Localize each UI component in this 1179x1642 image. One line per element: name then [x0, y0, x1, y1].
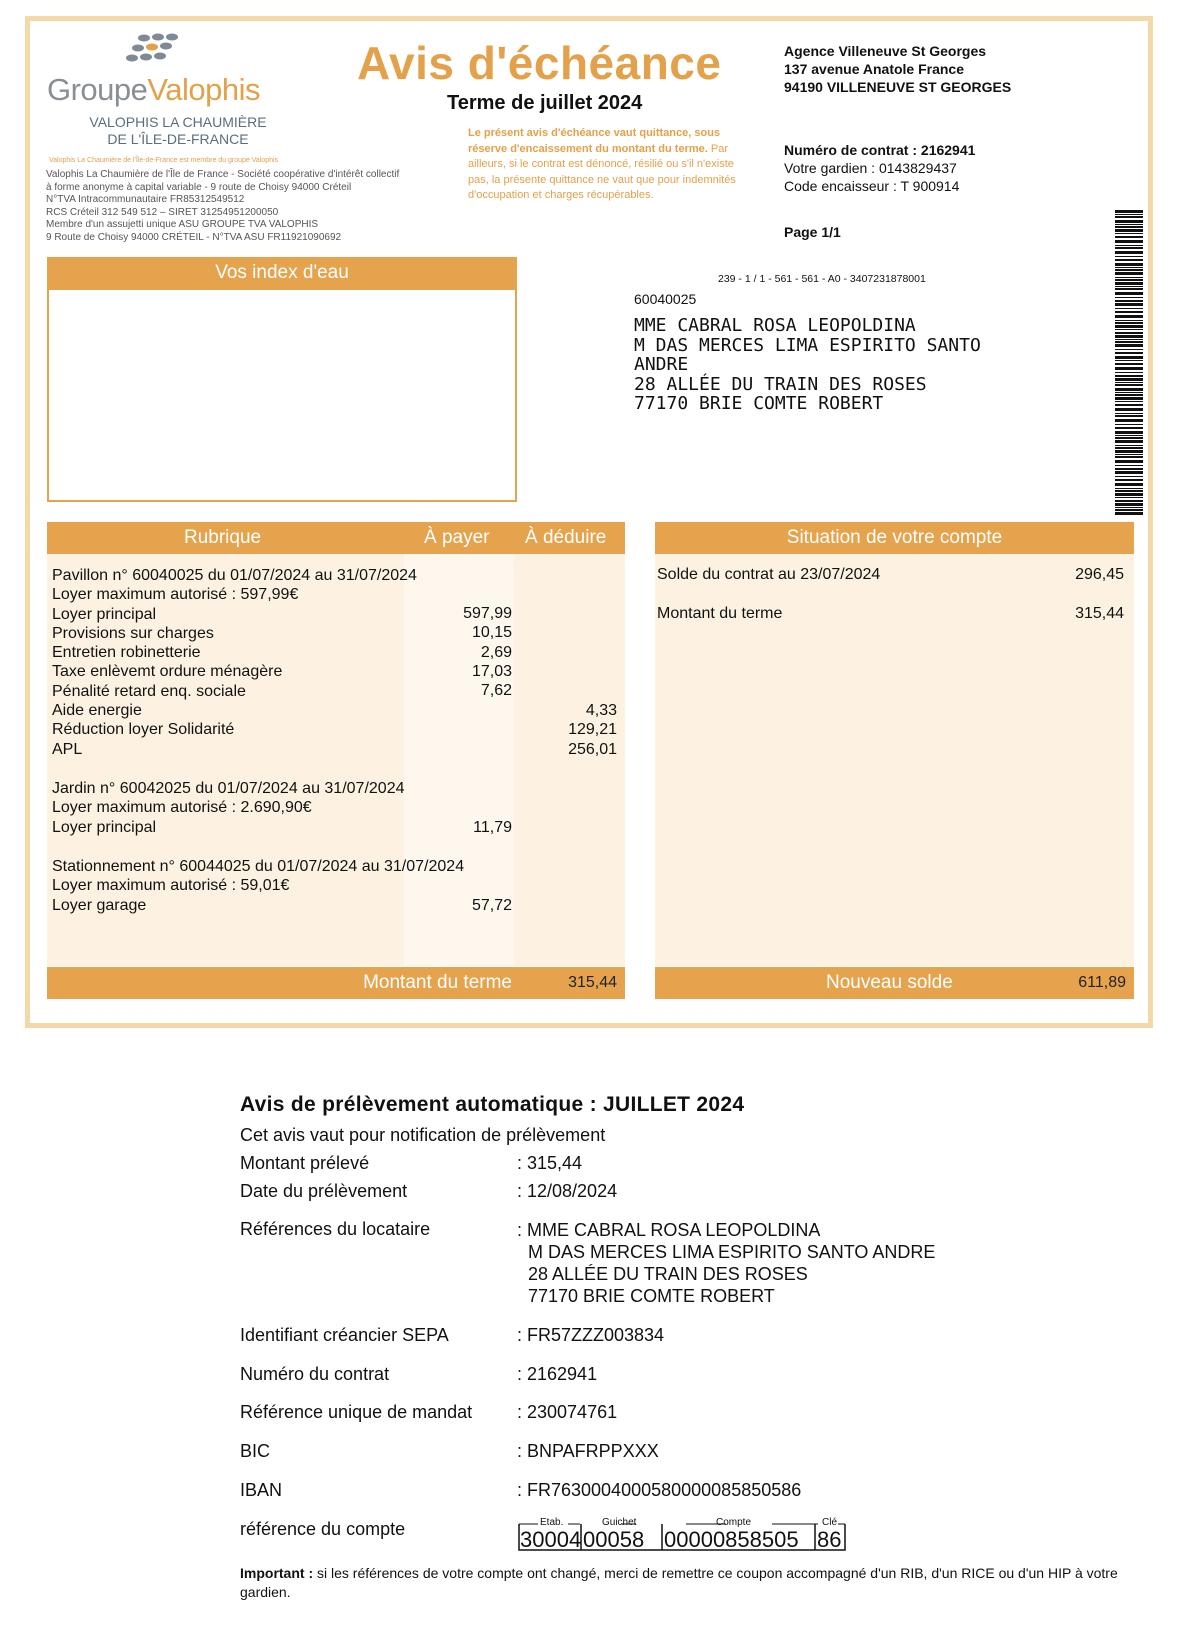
- quittance-note: Le présent avis d'échéance vaut quittance, sous réserve d'encaissement du montant du terme. Par ailleurs, si le contrat est dénoncé, résilié ou s'il n'existe pas, la présente quittance ne vaut que pour indemnités d'occupation et charges récupérables.: [468, 127, 736, 201]
- contract-info: Numéro de contrat : 2162941 Votre gardien : 0143829437 Code encaisseur : T 900914: [784, 142, 976, 194]
- document-title: Avis d'échéance: [357, 37, 722, 89]
- situation-header: Situation de votre compte: [655, 522, 1134, 554]
- jardin-section: Jardin n° 60042025 du 01/07/2024 au 31/07/2024 Loyer maximum autorisé : 2.690,90€ Loyer principal: [52, 780, 405, 836]
- total-label: Montant du terme: [363, 972, 512, 993]
- rib-cle: 86: [817, 1527, 842, 1552]
- postal-reference: 239 - 1 / 1 - 561 - 561 - A0 - 3407231878001: [718, 273, 926, 285]
- payer-value-jardin: 11,79: [473, 819, 512, 836]
- sepa-value: : FR57ZZZ003834: [517, 1325, 665, 1345]
- terme-label: Montant du terme: [657, 605, 783, 622]
- total-value: 315,44: [568, 974, 617, 991]
- rib-etab: 30004: [520, 1527, 582, 1552]
- payer-value-garage: 57,72: [471, 897, 512, 914]
- prelevement-title: Avis de prélèvement automatique : JUILLET 2024: [240, 1093, 745, 1116]
- deduire-column-bg: [514, 554, 625, 966]
- table-row: Aide energie: [52, 702, 142, 720]
- date-label: Date du prélèvement: [240, 1181, 408, 1201]
- ref-locataire-value: : MME CABRAL ROSA LEOPOLDINA M DAS MERCES LIMA ESPIRITO SANTO ANDRE 28 ALLÉE DU TRAIN DES ROSES 77170 BRIE COMTE ROBERT: [517, 1220, 936, 1306]
- rib-guichet: 00058: [583, 1527, 645, 1552]
- col-a-deduire: À déduire: [525, 527, 607, 548]
- stationnement-section: Stationnement n° 60044025 du 01/07/2024 au 31/07/2024 Loyer maximum autorisé : 59,01€ Loyer garage: [52, 858, 465, 914]
- compte-label: référence du compte: [240, 1519, 406, 1539]
- legal-info: Valophis La Chaumière de l'Île de France - Société coopérative d'intérêt collectif à forme anonyme à capital variable - 9 route de Choisy 94000 Créteil N°TVA Intracommunautaire FR85312549512 RCS Créteil 312 549 512 – SIRET 31254951200050 Membre d'un assujetti unique ASU GROUPE TVA VALOPHIS 9 Route de Choisy 94000 CRÉTEIL - N°TVA ASU FR11921090692: [46, 169, 400, 243]
- deduire-values-pavillon: 4,33 129,21 256,01: [568, 702, 617, 758]
- agency-address: Agence Villeneuve St Georges 137 avenue Anatole France 94190 VILLENEUVE ST GEORGES: [784, 43, 1012, 95]
- nouveau-solde-label: Nouveau solde: [826, 972, 953, 993]
- mandat-label: Référence unique de mandat: [240, 1402, 473, 1422]
- payer-values-pavillon: 597,99 10,15 2,69 17,03 7,62: [463, 605, 512, 700]
- col-a-payer: À payer: [424, 527, 490, 548]
- valophis-logo-icon: [124, 32, 184, 68]
- rib-guichet-label: Guichet: [602, 1517, 637, 1528]
- table-row: Loyer principal: [52, 818, 157, 836]
- water-index-box: [47, 288, 517, 502]
- water-index-header: Vos index d'eau: [47, 257, 517, 289]
- table-row: Loyer principal: [52, 605, 157, 623]
- rib-cle-label: Clé: [822, 1517, 838, 1528]
- member-note: Valophis La Chaumière de l'Île-de-France est membre du groupe Valophis: [49, 157, 279, 164]
- term-title: Terme de juillet 2024: [447, 92, 643, 114]
- montant-value: : 315,44: [517, 1153, 583, 1173]
- brand-name: GroupeValophis: [47, 72, 261, 107]
- recipient-number: 60040025: [634, 291, 697, 307]
- date-value: : 12/08/2024: [517, 1181, 618, 1201]
- mandat-value: : 230074761: [517, 1402, 618, 1422]
- table-row: APL: [52, 740, 83, 758]
- barcode-icon: [1115, 210, 1143, 515]
- rib-compte-label: Compte: [716, 1517, 752, 1528]
- iban-value: : FR7630004000580000085850586: [517, 1480, 802, 1500]
- brand-subtitle: VALOPHIS LA CHAUMIÈRE DE L'ÎLE-DE-FRANCE: [89, 114, 267, 147]
- rubrique-table-header: [47, 522, 625, 554]
- important-note: Important : si les références de votre compte ont changé, merci de remettre ce coupon accompagné d'un RIB, d'un RICE ou d'un HIP à votre gardien.: [240, 1565, 1118, 1600]
- table-row: Réduction loyer Solidarité: [52, 721, 235, 739]
- table-row: Provisions sur charges: [52, 624, 214, 642]
- pavillon-section: Pavillon n° 60040025 du 01/07/2024 au 31/07/2024 Loyer maximum autorisé : 597,99€ Loyer principal Provisions sur charges Entretien robinetterie Taxe enlèvemt ordure ménagère Pénalité retard enq. sociale Aide energie Réduction loyer Solidarité APL: [52, 567, 417, 758]
- iban-label: IBAN: [240, 1480, 283, 1500]
- prelevement-notice: Cet avis vaut pour notification de prélèvement: [240, 1125, 606, 1145]
- montant-label: Montant prélevé: [240, 1153, 370, 1173]
- ref-locataire-label: Références du locataire: [240, 1219, 431, 1239]
- table-row: Entretien robinetterie: [52, 644, 201, 662]
- solde-label: Solde du contrat au 23/07/2024: [657, 566, 881, 583]
- rib-compte: 00000858505: [664, 1527, 799, 1552]
- contrat-label: Numéro du contrat: [240, 1364, 390, 1384]
- contrat-value: : 2162941: [517, 1364, 598, 1384]
- bic-label: BIC: [240, 1441, 271, 1461]
- table-row: Pénalité retard enq. sociale: [52, 682, 246, 700]
- table-row: Taxe enlèvemt ordure ménagère: [52, 663, 283, 681]
- bic-value: : BNPAFRPPXXX: [517, 1441, 659, 1461]
- page-number: Page 1/1: [784, 224, 841, 240]
- terme-value: 315,44: [1075, 605, 1124, 622]
- recipient-address: MME CABRAL ROSA LEOPOLDINA M DAS MERCES LIMA ESPIRITO SANTO ANDRE 28 ALLÉE DU TRAIN DES ROSES 77170 BRIE COMTE ROBERT: [634, 315, 981, 414]
- rib-etab-label: Etab.: [540, 1517, 564, 1528]
- nouveau-solde-bar: [655, 967, 1134, 999]
- solde-value: 296,45: [1075, 566, 1124, 583]
- nouveau-solde-value: 611,89: [1078, 974, 1126, 991]
- total-bar: [47, 967, 625, 999]
- sepa-label: Identifiant créancier SEPA: [240, 1325, 449, 1345]
- table-row: Loyer garage: [52, 896, 147, 914]
- col-rubrique: Rubrique: [184, 527, 262, 548]
